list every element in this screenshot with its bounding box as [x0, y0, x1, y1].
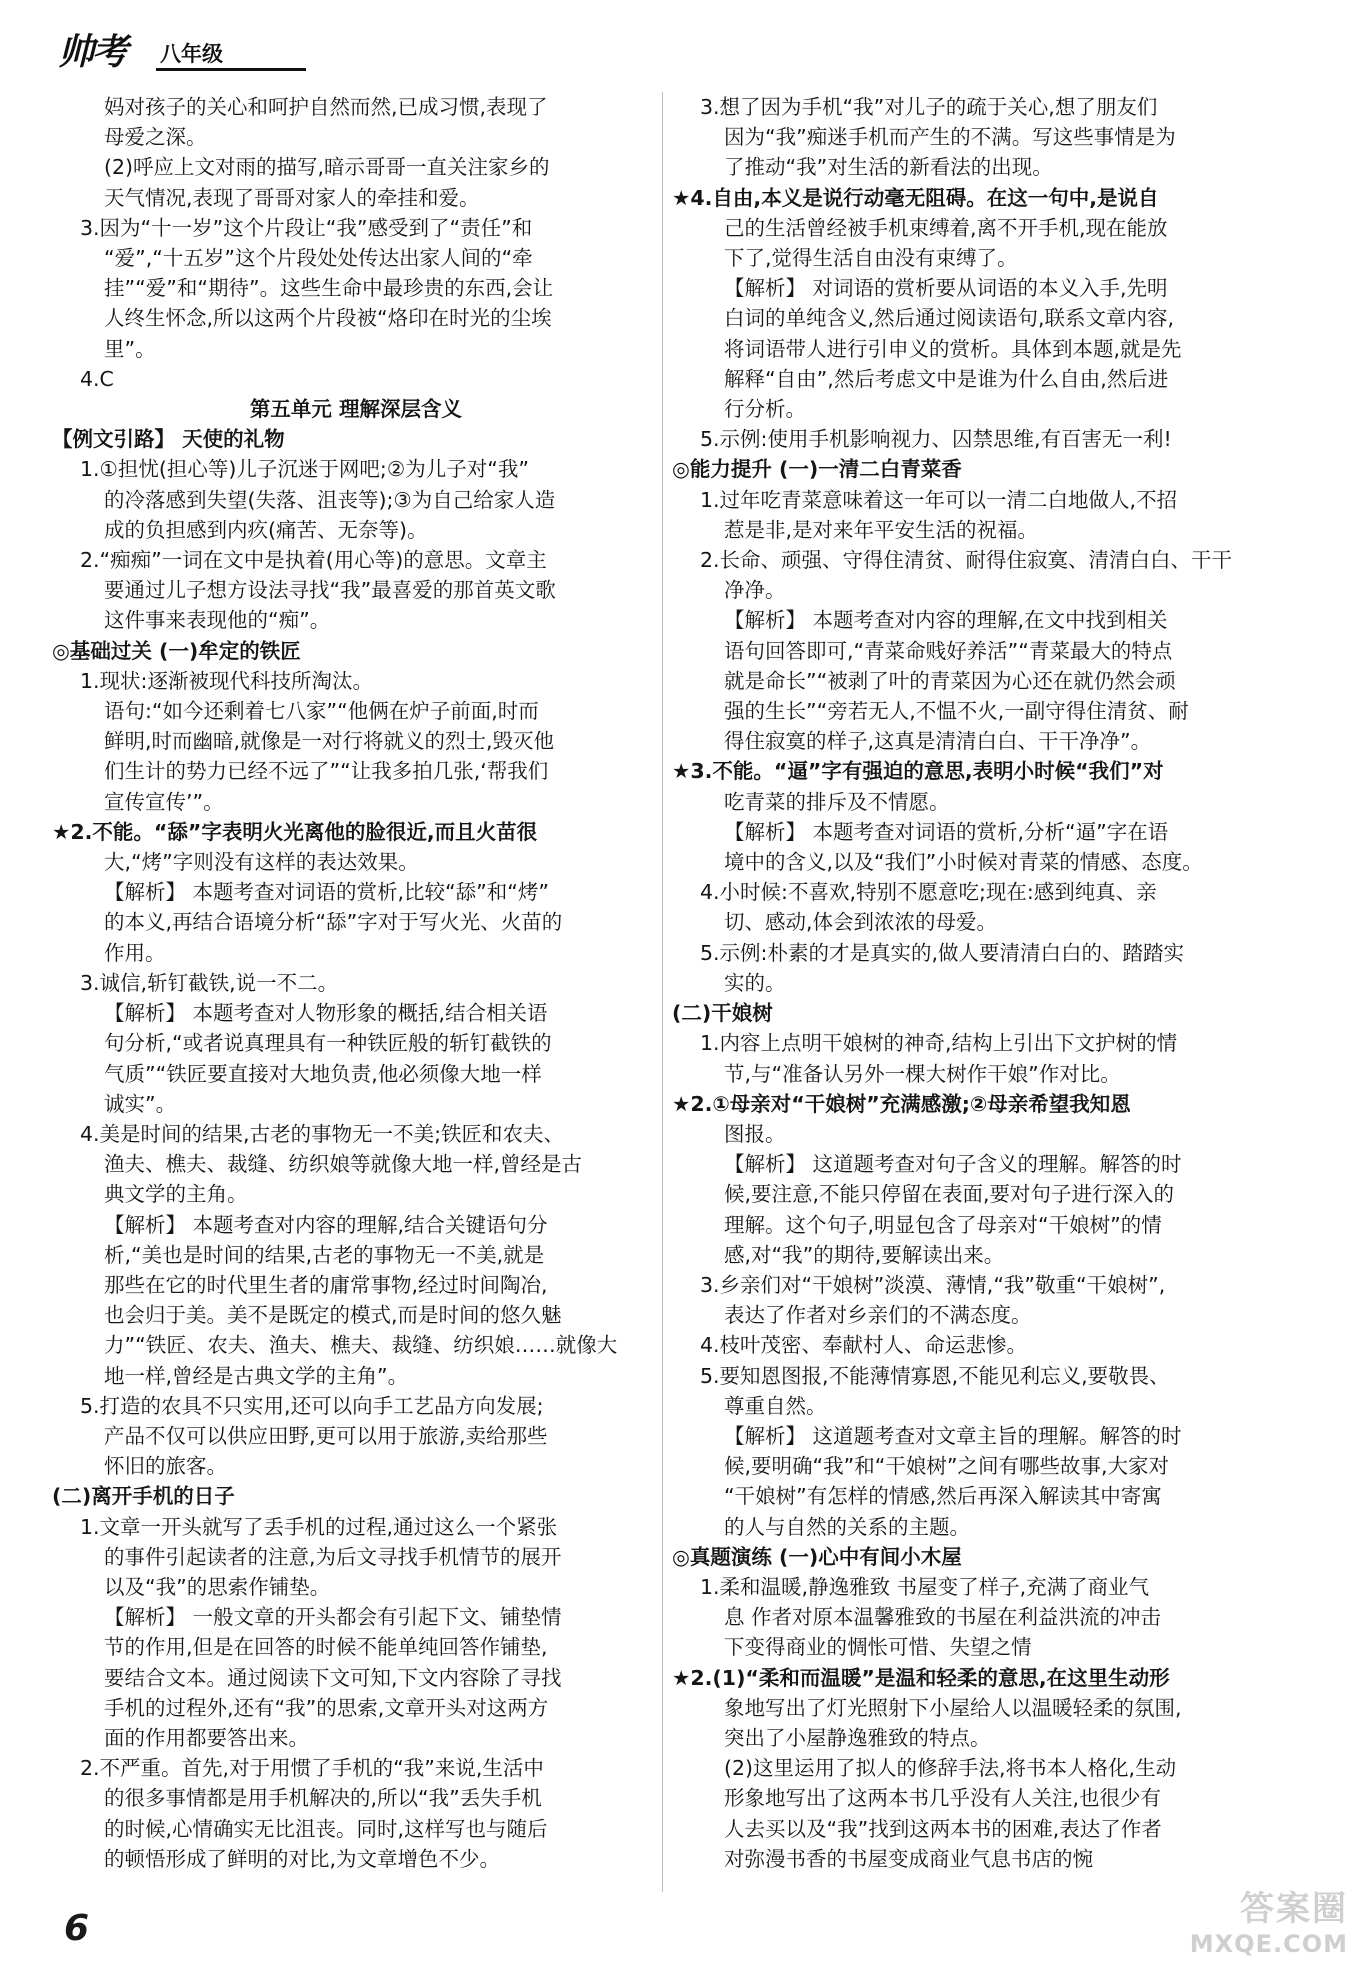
- answer-line: 了推动“我”对生活的新看法的出现。: [724, 155, 1053, 180]
- answer-line: 2.不严重。首先,对于用惯了手机的“我”来说,生活中: [80, 1756, 544, 1781]
- left-column: [52, 92, 660, 1874]
- answer-line: 挂”“爱”和“期待”。这些生命中最珍贵的东西,会让: [104, 276, 554, 301]
- answer-line: 诚实”。: [104, 1091, 177, 1116]
- answer-line: 成的负担感到内疚(痛苦、无奈等)。: [104, 517, 428, 542]
- answer-line: 就是命长”“被剥了叶的青菜因为心还在就仍然会顽: [724, 668, 1176, 693]
- answer-line: 息 作者对原本温馨雅致的书屋在利益洪流的冲击: [724, 1605, 1162, 1630]
- answer-line: 5.示例:朴素的才是真实的,做人要清清白白的、踏踏实: [700, 940, 1184, 965]
- watermark-title: 答案圈: [1240, 1889, 1348, 1929]
- answer-line: 里”。: [104, 336, 156, 361]
- answer-line: 5.示例:使用手机影响视力、囚禁思维,有百害无一利!: [700, 427, 1172, 452]
- series-logo: 帅考: [58, 31, 127, 73]
- answer-line: 析,“美也是时间的结果,古老的事物无一不美,就是: [104, 1242, 545, 1267]
- answer-line: 力”“铁匠、农夫、渔夫、樵夫、裁缝、纺织娘……就像大: [104, 1333, 618, 1358]
- answer-line: 语句:“如今还剩着七八家”“他俩在炉子前面,时而: [104, 699, 539, 724]
- answer-line: 下了,觉得生活自由没有束缚了。: [724, 246, 1018, 271]
- answer-line: 白词的单纯含义,然后通过阅读语句,联系文章内容,: [724, 306, 1175, 331]
- answer-line: 5.打造的农具不只实用,还可以向手工艺品方向发展;: [80, 1393, 544, 1418]
- answer-line: 们生计的势力已经不远了”“让我多拍几张,‘帮我们: [104, 759, 549, 784]
- starred-answer-line: ★4.自由,本义是说行动毫无阻碍。在这一句中,是说自: [672, 185, 1159, 210]
- answer-line: (2)这里运用了拟人的修辞手法,将书本人格化,生动: [724, 1756, 1177, 1781]
- answer-line: 1.柔和温暖,静逸雅致 书屋变了样子,充满了商业气: [700, 1574, 1150, 1599]
- answer-line: 母爱之深。: [104, 125, 207, 150]
- answer-line: 要结合文本。通过阅读下文可知,下文内容除了寻找: [104, 1665, 562, 1690]
- column-divider: [662, 92, 663, 1892]
- watermark: [1128, 1881, 1348, 1957]
- answer-line: 要通过儿子想方设法寻找“我”最喜爱的那首英文歌: [104, 578, 556, 603]
- answer-line: 句分析,“或者说真理具有一种铁匠般的斩钉截铁的: [104, 1031, 552, 1056]
- answer-line: 【解析】 对词语的赏析要从词语的本义入手,先明: [724, 276, 1168, 301]
- page-number: 6: [64, 1908, 90, 1949]
- right-column: [672, 92, 1280, 1874]
- answer-line: 的时候,心情确实无比沮丧。同时,这样写也与随后: [104, 1816, 548, 1841]
- starred-answer-line: ★2.(1)“柔和而温暖”是温和轻柔的意思,在这里生动形: [672, 1665, 1170, 1690]
- answer-line: 候,要注意,不能只停留在表面,要对句子进行深入的: [724, 1182, 1175, 1207]
- answer-line: 境中的含义,以及“我们”小时候对青菜的情感、态度。: [724, 850, 1203, 875]
- answer-line: 这件事来表现他的“痴”。: [104, 608, 331, 633]
- answer-line: 也会归于美。美不是既定的模式,而是时间的悠久魅: [104, 1303, 562, 1328]
- answer-line: 宣传宣传’”。: [104, 789, 224, 814]
- answer-line: “爱”,“十五岁”这个片段处处传达出家人间的“牵: [104, 246, 533, 271]
- answer-line: 的人与自然的关系的主题。: [724, 1514, 970, 1539]
- answer-line: 突出了小屋静逸雅致的特点。: [724, 1725, 991, 1750]
- answer-line: 【解析】 本题考查对内容的理解,在文中找到相关: [724, 608, 1168, 633]
- answer-line: 渔夫、樵夫、裁缝、纺织娘等就像大地一样,曾经是古: [104, 1152, 583, 1177]
- answer-line: 下变得商业的惆怅可惜、失望之情: [724, 1635, 1032, 1660]
- answer-line: 语句回答即可,“青菜命贱好养活”“青菜最大的特点: [724, 638, 1173, 663]
- answer-line: 天气情况,表现了哥哥对家人的牵挂和爱。: [104, 185, 480, 210]
- section-heading: 【例文引路】 天使的礼物: [52, 427, 285, 452]
- answer-line: 2.“痴痴”一词在文中是执着(用心等)的意思。文章主: [80, 548, 547, 573]
- answer-line: 得住寂寞的样子,这真是清清白白、干干净净”。: [724, 729, 1152, 754]
- answer-line: 图报。: [724, 1121, 786, 1146]
- answer-line: 理解。这个句子,明显包含了母亲对“干娘树”的情: [724, 1212, 1162, 1237]
- answer-line: 【解析】 本题考查对词语的赏析,分析“逼”字在语: [724, 819, 1169, 844]
- watermark-url: MXQE.COM: [1189, 1930, 1348, 1958]
- answer-line: 节,与“准备认另外一棵大树作干娘”作对比。: [724, 1061, 1121, 1086]
- section-heading: (二)离开手机的日子: [52, 1484, 235, 1509]
- answer-line: 2.长命、顽强、守得住清贫、耐得住寂寞、清清白白、干干: [700, 548, 1233, 573]
- answer-line: 人去买以及“我”找到这两本书的困难,表达了作者: [724, 1816, 1162, 1841]
- answer-line: 【解析】 本题考查对词语的赏析,比较“舔”和“烤”: [104, 880, 550, 905]
- answer-line: 【解析】 本题考查对内容的理解,结合关键语句分: [104, 1212, 548, 1237]
- section-heading: ◎真题演练 (一)心中有间小木屋: [672, 1544, 962, 1569]
- answer-line: 的事件引起读者的注意,为后文寻找手机情节的展开: [104, 1544, 562, 1569]
- answer-line: 【解析】 这道题考查对文章主旨的理解。解答的时: [724, 1423, 1182, 1448]
- header-rule: [156, 68, 306, 71]
- answer-line: 【解析】 这道题考查对句子含义的理解。解答的时: [724, 1152, 1182, 1177]
- answer-line: 吃青菜的排斥及不情愿。: [724, 789, 950, 814]
- answer-line: 的顿悟形成了鲜明的对比,为文章增色不少。: [104, 1846, 501, 1871]
- answer-line: 1.内容上点明干娘树的神奇,结构上引出下文护树的情: [700, 1031, 1178, 1056]
- answer-line: 惹是非,是对来年平安生活的祝福。: [724, 517, 1039, 542]
- answer-line: 净净。: [724, 578, 786, 603]
- answer-line: 己的生活曾经被手机束缚着,离不开手机,现在能放: [724, 215, 1168, 240]
- starred-answer-line: ★2.不能。“舔”字表明火光离他的脸很近,而且火苗很: [52, 819, 538, 844]
- answer-line: 妈对孩子的关心和呵护自然而然,已成习惯,表现了: [104, 95, 548, 119]
- answer-line: 3.乡亲们对“干娘树”淡漠、薄情,“我”敬重“干娘树”,: [700, 1272, 1166, 1297]
- starred-answer-line: ★2.①母亲对“干娘树”充满感激;②母亲希望我知恩: [672, 1091, 1131, 1116]
- page-header: [52, 22, 692, 72]
- answer-line: 将词语带人进行引申义的赏析。具体到本题,就是先: [724, 336, 1182, 361]
- starred-answer-line: ★3.不能。“逼”字有强迫的意思,表明小时候“我们”对: [672, 759, 1164, 784]
- unit-title: 第五单元 理解深层含义: [249, 397, 463, 422]
- answer-line: 1.①担忧(担心等)儿子沉迷于网吧;②为儿子对“我”: [80, 457, 529, 482]
- section-heading: (二)干娘树: [672, 1001, 773, 1026]
- answer-line: 鲜明,时而幽暗,就像是一对行将就义的烈士,毁灭他: [104, 729, 555, 754]
- answer-line: 感,对“我”的期待,要解读出来。: [724, 1242, 1005, 1267]
- answer-line: 作用。: [104, 940, 166, 965]
- answer-line: 气质”“铁匠要直接对大地负责,他必须像大地一样: [104, 1061, 542, 1086]
- answer-line: 表达了作者对乡亲们的不满态度。: [724, 1303, 1032, 1328]
- answer-line: 手机的过程外,还有“我”的思索,文章开头对这两方: [104, 1695, 549, 1720]
- answer-line: 4.枝叶茂密、奉献村人、命运悲惨。: [700, 1333, 1028, 1358]
- answer-line: 3.想了因为手机“我”对儿子的疏于关心,想了朋友们: [700, 95, 1158, 119]
- answer-line: 1.文章一开头就写了丢手机的过程,通过这么一个紧张: [80, 1514, 558, 1539]
- answer-line: 5.要知恩图报,不能薄情寡恩,不能见利忘义,要敬畏、: [700, 1363, 1170, 1388]
- answer-line: 1.过年吃青菜意味着这一年可以一清二白地做人,不招: [700, 487, 1178, 512]
- answer-line: 4.小时候:不喜欢,特别不愿意吃;现在:感到纯真、亲: [700, 880, 1157, 905]
- answer-line: 节的作用,但是在回答的时候不能单纯回答作铺垫,: [104, 1635, 548, 1660]
- answer-line: 3.诚信,斩钉截铁,说一不二。: [80, 970, 339, 995]
- answer-line: 的本义,再结合语境分析“舔”字对于写火光、火苗的: [104, 910, 563, 935]
- answer-line: 【解析】 本题考查对人物形象的概括,结合相关语: [104, 1001, 548, 1026]
- answer-line: 因为“我”痴迷手机而产生的不满。写这些事情是为: [724, 125, 1176, 150]
- section-heading: ◎基础过关 (一)牟定的铁匠: [52, 638, 301, 663]
- answer-line: “干娘树”有怎样的情感,然后再深入解读其中寄寓: [724, 1484, 1162, 1509]
- answer-line: 的很多事情都是用手机解决的,所以“我”丢失手机: [104, 1786, 542, 1811]
- answer-line: 以及“我”的思索作铺垫。: [104, 1574, 331, 1599]
- answer-line: 解释“自由”,然后考虑文中是谁为什么自由,然后进: [724, 366, 1169, 391]
- answer-line: 【解析】 一般文章的开头都会有引起下文、铺垫情: [104, 1605, 562, 1630]
- answer-line: 那些在它的时代里生者的庸常事物,经过时间陶冶,: [104, 1272, 548, 1297]
- answer-line: 怀旧的旅客。: [104, 1454, 227, 1479]
- answer-line: 面的作用都要答出来。: [104, 1725, 309, 1750]
- answer-line: 尊重自然。: [724, 1393, 827, 1418]
- answer-line: (2)呼应上文对雨的描写,暗示哥哥一直关注家乡的: [104, 155, 550, 180]
- answer-line: 切、感动,体会到浓浓的母爱。: [724, 910, 998, 935]
- answer-line: 实的。: [724, 970, 786, 995]
- answer-line: 产品不仅可以供应田野,更可以用于旅游,卖给那些: [104, 1423, 548, 1448]
- grade-label: 八年级: [160, 42, 223, 66]
- answer-line: 大,“烤”字则没有这样的表达效果。: [104, 850, 419, 875]
- answer-line: 象地写出了灯光照射下小屋给人以温暖轻柔的氛围,: [724, 1695, 1182, 1720]
- answer-line: 1.现状:逐渐被现代科技所淘汰。: [80, 668, 373, 693]
- answer-line: 人终生怀念,所以这两个片段被“烙印在时光的尘埃: [104, 306, 552, 331]
- answer-line: 对弥漫书香的书屋变成商业气息书店的惋: [724, 1846, 1093, 1871]
- answer-line: 地一样,曾经是古典文学的主角”。: [104, 1363, 409, 1388]
- answer-line: 4.C: [80, 366, 114, 391]
- answer-line: 行分析。: [724, 397, 806, 422]
- answer-line: 强的生长”“旁若无人,不愠不火,一副守得住清贫、耐: [724, 699, 1189, 724]
- answer-line: 4.美是时间的结果,古老的事物无一不美;铁匠和农夫、: [80, 1121, 564, 1146]
- answer-line: 的冷落感到失望(失落、沮丧等);③为自己给家人造: [104, 487, 556, 512]
- answer-line: 3.因为“十一岁”这个片段让“我”感受到了“责任”和: [80, 215, 533, 240]
- answer-line: 典文学的主角。: [104, 1182, 248, 1207]
- answer-line: 候,要明确“我”和“干娘树”之间有哪些故事,大家对: [724, 1454, 1170, 1479]
- section-heading: ◎能力提升 (一)一清二白青菜香: [672, 457, 962, 482]
- answer-line: 形象地写出了这两本书几乎没有人关注,也很少有: [724, 1786, 1162, 1811]
